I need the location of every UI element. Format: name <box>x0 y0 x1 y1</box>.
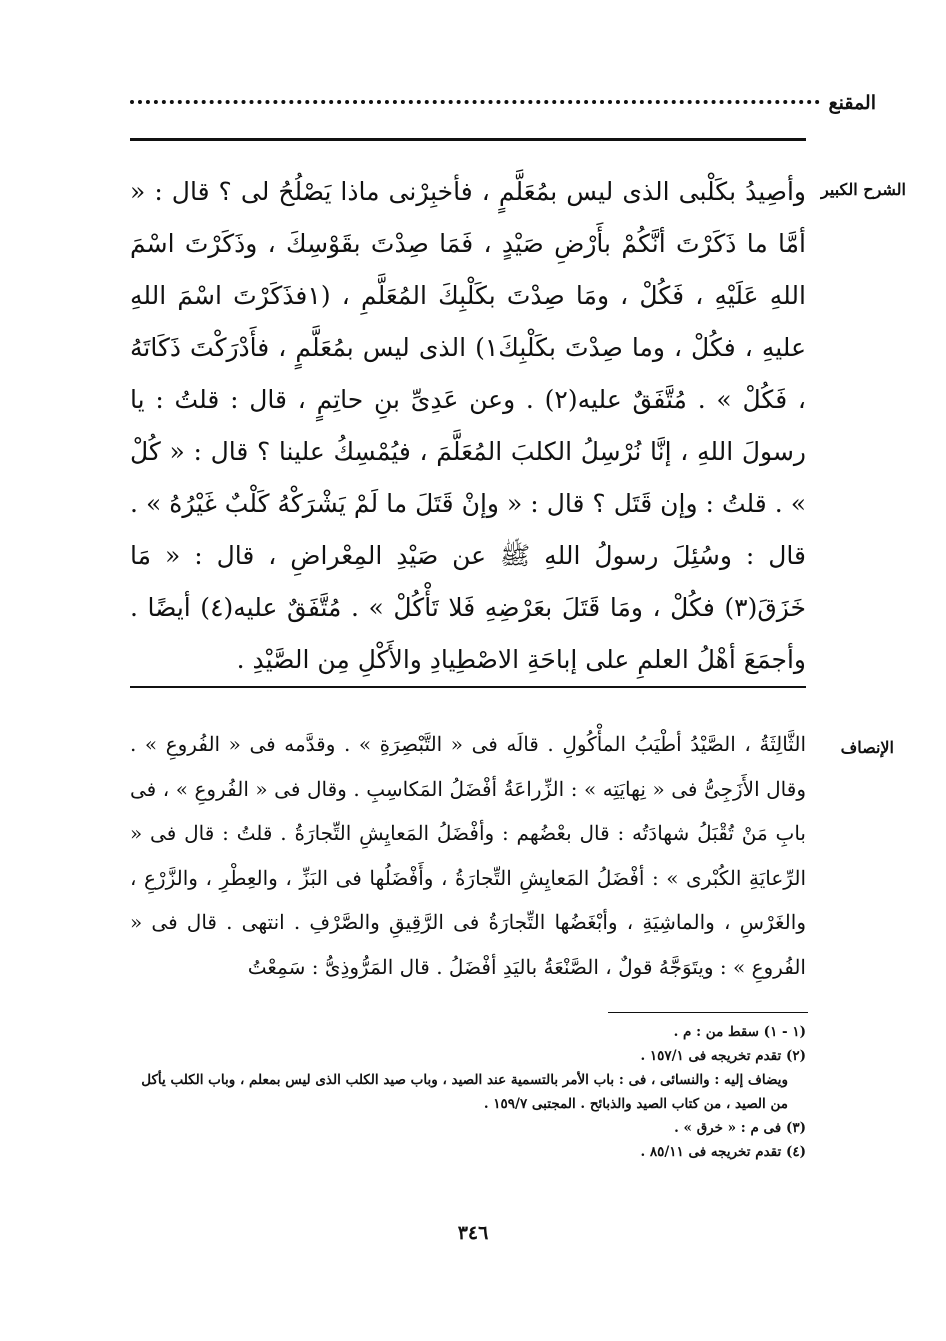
footnote: (٢) تقدم تخريجه فى ١٥٧/١ . <box>640 1048 806 1064</box>
footnote: (١ - ١) سقط من : م . <box>673 1024 806 1040</box>
insaf-paragraph: الثَّالِثَةُ ، الصَّيْدُ أطْيَبُ المأْكُولِ . قالَه فى « التَّبْصِرَةِ » . وقدَّمه فى « الفُروعِ » . وقال الأَزَجِىُّ فى « نِهايَتِه » : الزِّراعَةُ أفْضَلُ المَكاسِبِ . وقال فى « الفُروعِ » ، فى بابِ مَنْ تُقْبَلُ شهادَتُه : قال بعْضُهم : وأفْضَلُ المَعايِشِ التِّجارَةُ . قلتُ : قال فى « الرِّعايَةِ الكُبْرى » : أفْضَلُ المَعايِشِ التِّجارَةُ ، وأَفْضَلُها فى البَزِّ ، والعِطْرِ ، والزَّرْعِ ، والغَرْسِ ، والماشِيَةِ ، وأبْغَضُها التِّجارَةُ فى الرَّقِيقِ والصَّرْفِ . انتهى . قال فى « الفُروعِ » : ويتَوَجَّهُ قولٌ ، الصَّنْعَةُ باليَدِ أفْضَلُ . قال المَرُّوذِىُّ : سَمِعْتُ <box>130 732 806 979</box>
sharh-paragraph: وأصِيدُ بكَلْبى الذى ليس بمُعَلَّمٍ ، فأخبِرْنى ماذا يَصْلُحُ لى ؟ قال : « أمَّا ما ذَكَرْتَ أنَّكُمْ بأَرْضِ صَيْدٍ ، فَمَا صِدْتَ بقَوْسِكَ ، وذَكَرْتَ اسْمَ اللهِ عَلَيْهِ ، فَكُلْ ، ومَا صِدْتَ بكَلْبِكَ المُعَلَّمِ ، (١فذَكَرْتَ اسْمَ اللهِ عليهِ ، فكُلْ ، وما صِدْتَ بكَلْبِكَ١) الذى ليس بمُعَلَّمٍ ، فأَدْرَكْتَ ذَكَاتَهُ ، فَكُلْ » . مُتَّفَقٌ عليه(٢) . وعن عَدِىِّ بنِ حاتِمٍ ، قال : قلتُ : يا رسولَ اللهِ ، إنَّا نُرْسِلُ الكلبَ المُعَلَّمَ ، فيُمْسِكُ علينا ؟ قال : « كُلْ » . قلتُ : وإن قَتَل ؟ قال : « وإنْ قَتَلَ ما لَمْ يَشْرَكْهُ كَلْبٌ غَيْرُهُ » . قال : وسُئِلَ رسولُ اللهِ ﷺ عن صَيْدِ المِعْراضِ ، قال : « مَا خَزَقَ(٣) فكُلْ ، ومَا قَتَلَ بعَرْضِهِ فَلا تَأْكُلْ » . مُتَّفَقٌ عليه(٤) أيضًا . وأجمَعَ أهْلُ العلمِ على إباحَةِ الاصْطِيادِ والأَكْلِ مِن الصَّيْدِ . <box>130 177 806 674</box>
section-divider <box>130 686 806 688</box>
header-divider <box>130 138 806 141</box>
section-label-sharh: الشرح الكبير <box>821 180 906 199</box>
footnote: (٤) تقدم تخريجه فى ٨٥/١١ . <box>640 1144 806 1160</box>
page-number: ٣٤٦ <box>457 1222 489 1244</box>
footnotes <box>130 1020 806 1164</box>
footnote: ويضاف إليه : والنسائى ، فى : باب الأمر بالتسمية عند الصيد ، وباب صيد الكلب الذى ليس بمعلم ، وباب الكلب يأكل من الصيد ، من كتاب الصيد والذبائح . المجتبى ١٥٩/٧ . <box>141 1072 788 1112</box>
section-label-insaf: الإنصاف <box>840 738 894 757</box>
header-dotted-rule <box>130 100 820 108</box>
running-header-title: المقنع <box>828 92 876 114</box>
footnote: (٣) فى م : « خرق » . <box>674 1120 806 1136</box>
section-sharh-text <box>130 166 806 686</box>
footnotes-divider <box>608 1012 808 1013</box>
section-insaf-text <box>130 722 806 989</box>
